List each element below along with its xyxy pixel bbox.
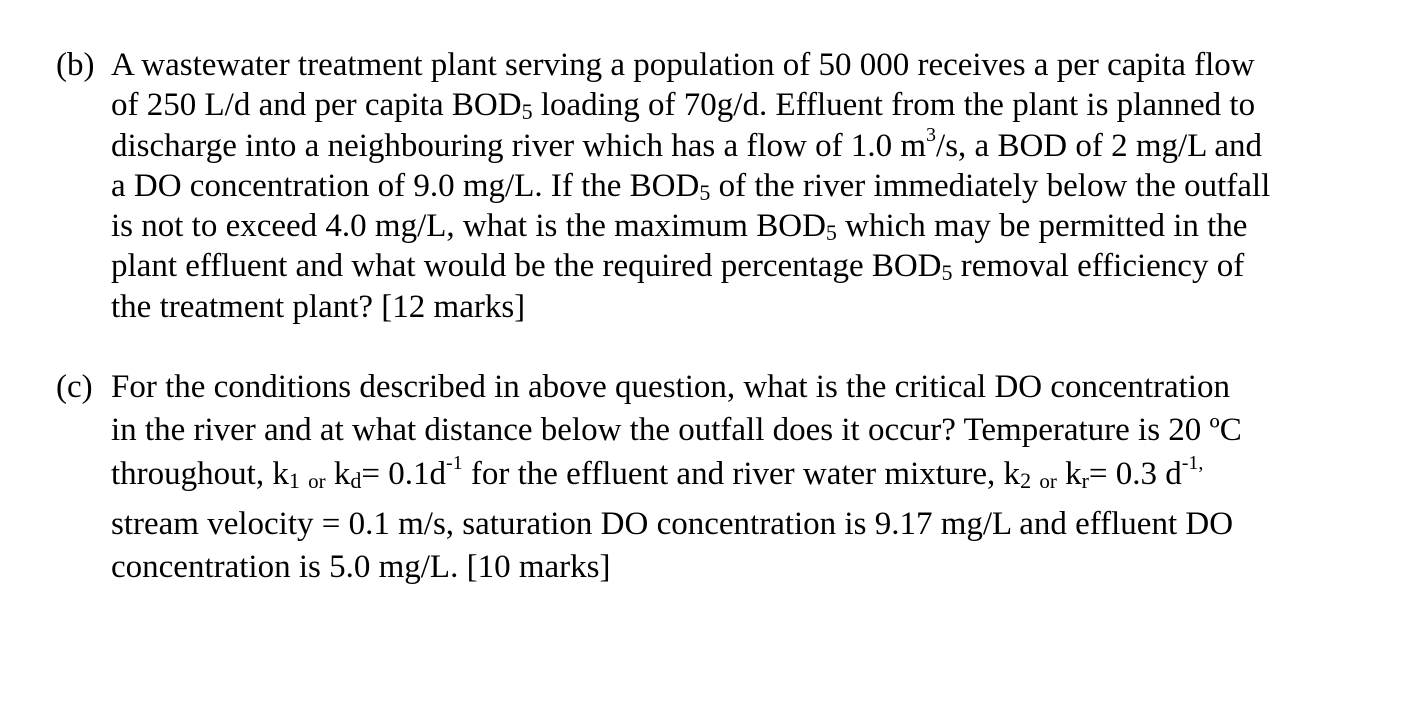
- question-b-line-7: the treatment plant? [12 marks]: [111, 288, 526, 325]
- text-fragment: removal efficiency of: [952, 248, 1245, 285]
- subscript-2: 2: [1020, 467, 1032, 493]
- question-b-line-3: [111, 123, 1326, 166]
- question-b-line-5: [111, 206, 1326, 246]
- text-fragment: plant effluent and what would be the required percentage BOD: [111, 248, 942, 285]
- text-fragment: is not to exceed 4.0 mg/L, what is the maximum BOD: [111, 208, 826, 245]
- subscript-5: 5: [699, 179, 711, 205]
- question-b: [56, 45, 1326, 327]
- text-fragment: throughout, k: [111, 455, 289, 492]
- subscript-5: 5: [941, 260, 953, 286]
- text-fragment: a DO concentration of 9.0 mg/L. If the BOD: [111, 167, 700, 204]
- text-fragment: for the effluent and river water mixture, k: [462, 455, 1021, 492]
- question-c-line-5: concentration is 5.0 mg/L. [10 marks]: [111, 549, 611, 586]
- text-fragment: = 0.1d: [361, 455, 446, 492]
- text-fragment: discharge into a neighbouring river which has a flow of 1.0 m: [111, 127, 927, 164]
- question-b-line-4: [111, 166, 1326, 206]
- question-b-line-6: [111, 246, 1326, 286]
- subscript-5: 5: [521, 99, 533, 125]
- question-b-line-2: [111, 85, 1326, 125]
- subscript-d: d: [350, 467, 362, 493]
- question-c-line-4: stream velocity = 0.1 m/s, saturation DO concentration is 9.17 mg/L and effluent DO: [111, 505, 1234, 542]
- text-fragment: = 0.3 d: [1088, 455, 1182, 492]
- question-c-line-3: throughout, k1 or $kd= 0.1d^{-1}$ for the effluent and river water mixture, k2 or kr= 0.3 $d^{-1,}$: [111, 451, 1204, 493]
- superscript-minus-1: -1: [445, 451, 463, 474]
- question-b-line-1: A wastewater treatment plant serving a population of 50 000 receives a per capita flow: [111, 47, 1255, 83]
- question-c-line-2: in the river and at what distance below the outfall does it occur? Temperature is 20 ºC: [111, 412, 1242, 449]
- or-word: or: [308, 468, 326, 493]
- text-fragment: which may be permitted in the: [836, 208, 1248, 245]
- text-fragment: /s, a BOD of 2 mg/L and: [936, 127, 1263, 164]
- or-word: or: [1039, 468, 1057, 493]
- text-fragment: of 250 L/d and per capita BOD: [111, 87, 522, 124]
- superscript-3: 3: [926, 123, 937, 146]
- question-c-label: (c): [56, 369, 93, 405]
- subscript-r: r: [1081, 467, 1089, 493]
- text-fragment: loading of 70g/d. Effluent from the plant is planned to: [532, 87, 1256, 124]
- question-c-line-1: For the conditions described in above question, what is the critical DO concentration: [111, 369, 1230, 405]
- question-c: [56, 366, 1326, 589]
- superscript-minus-1-comma: -1,: [1181, 451, 1204, 474]
- subscript-1: 1: [288, 467, 300, 493]
- text-fragment: of the river immediately below the outfall: [710, 167, 1271, 204]
- subscript-5: 5: [825, 220, 837, 246]
- question-b-label: (b): [56, 47, 95, 83]
